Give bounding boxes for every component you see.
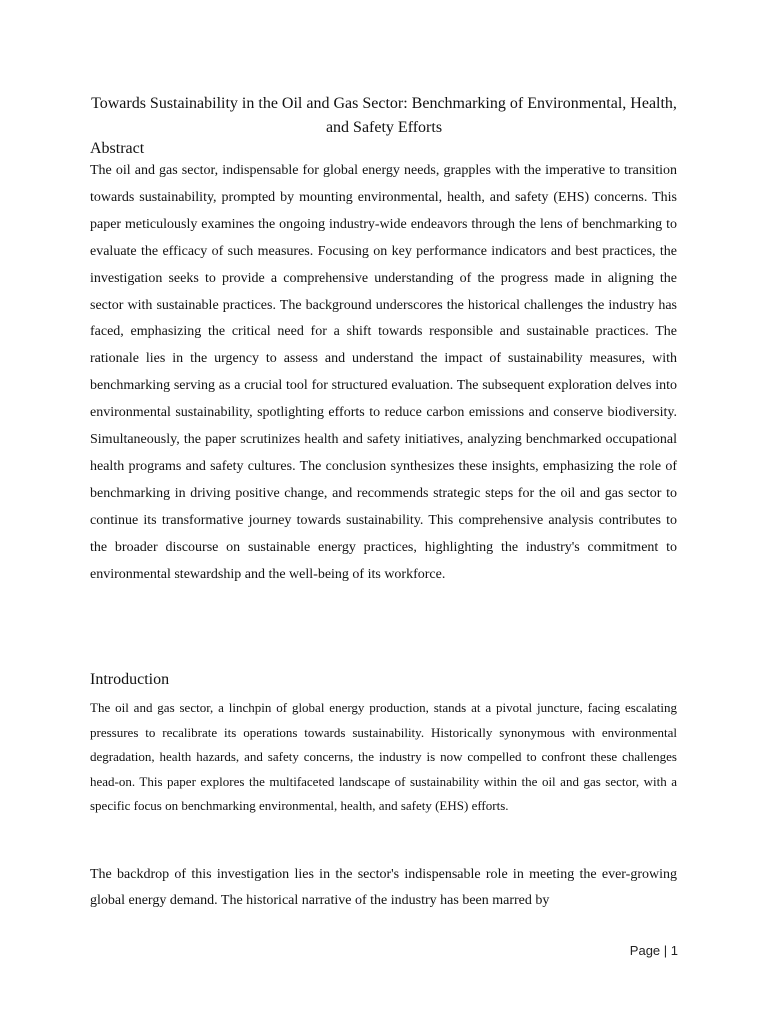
introduction-paragraph-2: The backdrop of this investigation lies in the sector's indispensable role in meeting the ever-growing global energy demand. The historical narrative of the industry has been marred by <box>90 867 677 908</box>
introduction-paragraph-1: The oil and gas sector, a linchpin of global energy production, stands at a pivotal juncture, facing escalating pressures to recalibrate its operations towards sustainability. Historically synonymous with environmental degradation, health hazards, and safety concerns, the industry is now compelled to confront these challenges head-on. This paper explores the multifaceted landscape of sustainability within the oil and gas sector, with a specific focus on benchmarking environmental, health, and safety (EHS) efforts. <box>90 700 677 814</box>
introduction-heading: Introduction <box>90 671 170 688</box>
abstract-heading: Abstract <box>90 140 145 157</box>
page-number-footer: Page | 1 <box>629 943 678 958</box>
paper-title: Towards Sustainability in the Oil and Gas Sector: Benchmarking of Environmental, Health, and Safety Efforts <box>91 95 677 136</box>
abstract-paragraph: The oil and gas sector, indispensable for global energy needs, grapples with the imperative to transition towards sustainability, prompted by mounting environmental, health, and safety (EHS) concerns. This paper meticulously examines the ongoing industry-wide endeavors through the lens of benchmarking to evaluate the efficacy of such measures. Focusing on key performance indicators and best practices, the investigation seeks to provide a comprehensive understanding of the progress made in aligning the sector with sustainable practices. The background underscores the historical challenges the industry has faced, emphasizing the critical need for a shift towards responsible and sustainable practices. The rationale lies in the urgency to assess and understand the impact of sustainability measures, with benchmarking serving as a crucial tool for structured evaluation. The subsequent exploration delves into environmental sustainability, spotlighting efforts to reduce carbon emissions and conserve biodiversity. Simultaneously, the paper scrutinizes health and safety initiatives, analyzing benchmarked occupational health programs and safety cultures. The conclusion synthesizes these insights, emphasizing the role of benchmarking in driving positive change, and recommends strategic steps for the oil and gas sector to continue its transformative journey towards sustainability. This comprehensive analysis contributes to the broader discourse on sustainable energy practices, highlighting the industry's commitment to environmental stewardship and the well-being of its workforce. <box>90 163 677 582</box>
